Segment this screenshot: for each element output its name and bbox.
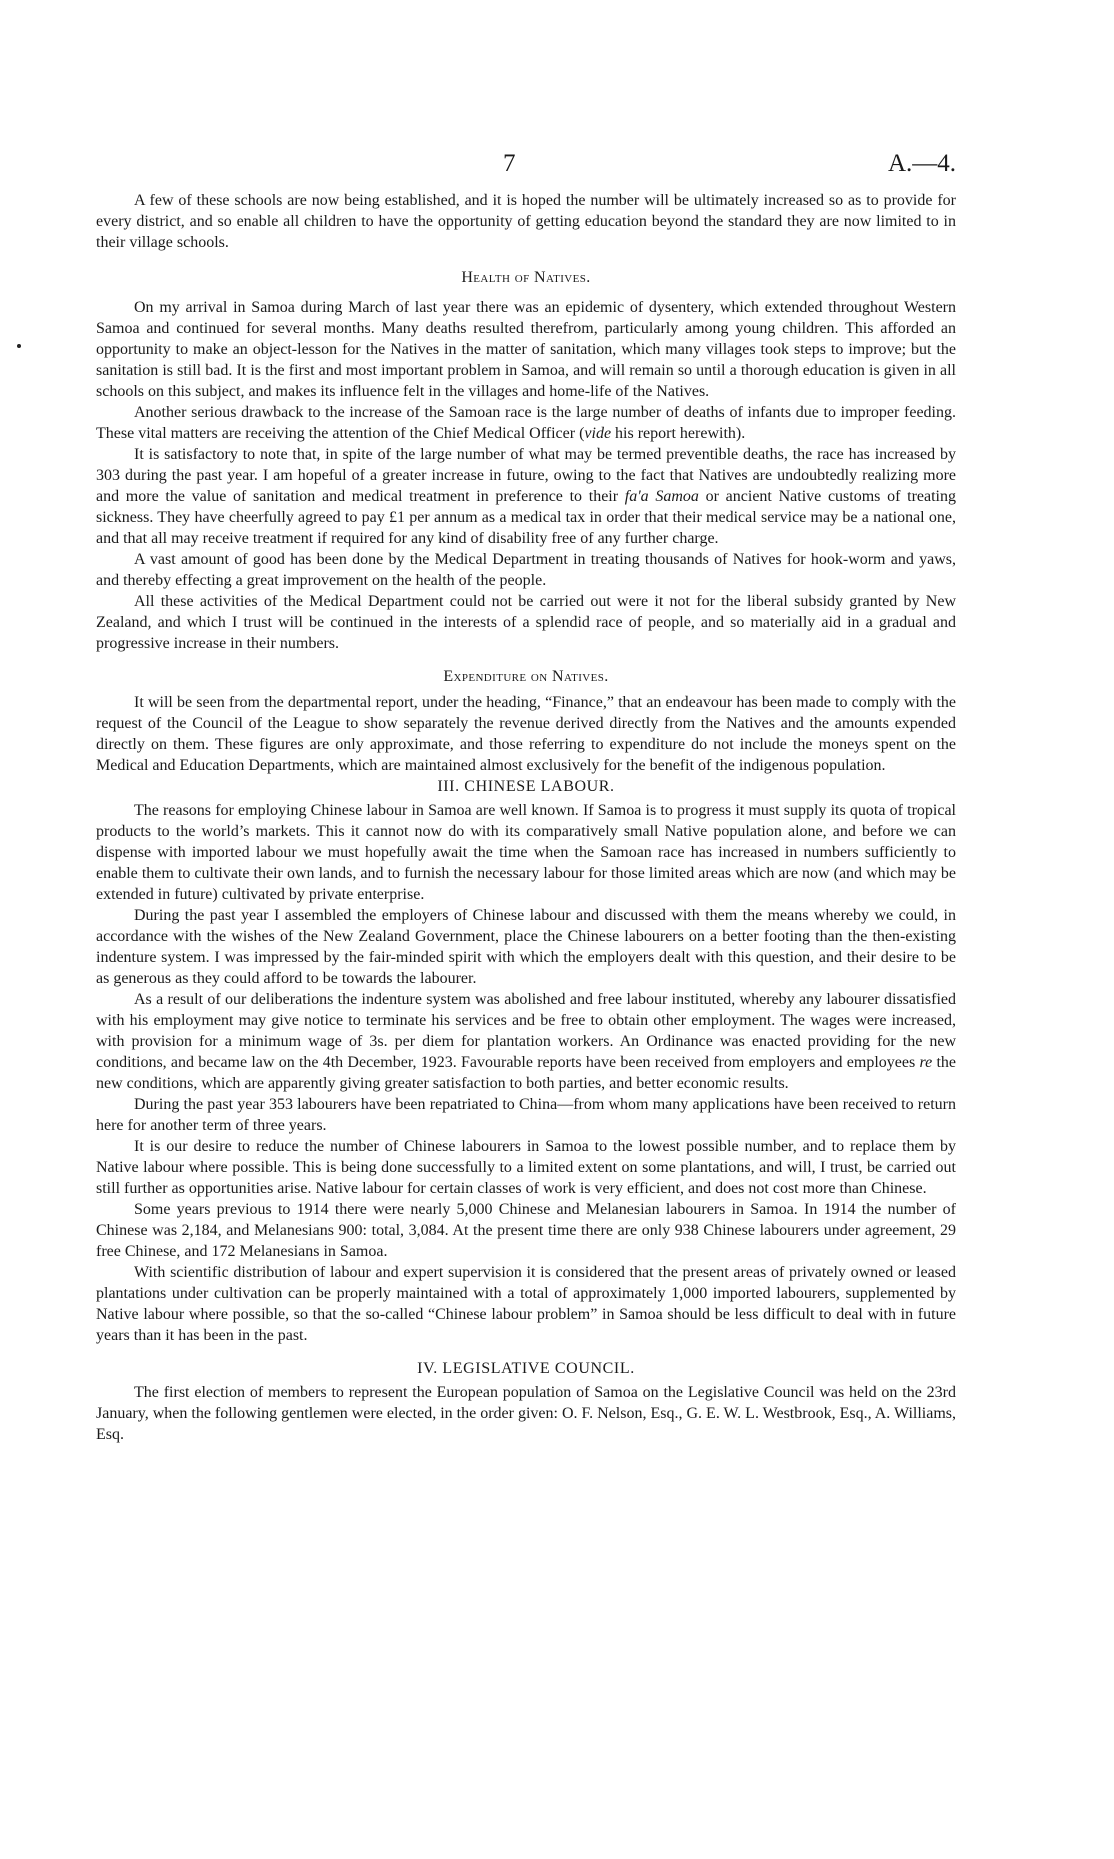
legislative-council-heading: IV. LEGISLATIVE COUNCIL. xyxy=(417,1360,635,1377)
health-paragraph-5: All these activities of the Medical Department could not be carried out were it not for the liberal subsidy granted by New Zealand, and which I trust will be continued in the interests of a splendid race of people, and so materially aid in a gradual and progressive increase in their numbers. xyxy=(96,593,956,652)
health-paragraph-1: On my arrival in Samoa during March of last year there was an epidemic of dysentery, which extended throughout Western Samoa and continued for several months. Many deaths resulted therefrom, particularly among young children. This afforded an opportunity to make an object-lesson for the Natives in the matter of sanitation, which many villages took steps to improve; but the sanitation is still bad. It is the first and most important problem in Samoa, and will remain so until a thorough education is given in all schools on this subject, and makes its influence felt in the villages and home-life of the Natives. xyxy=(96,299,956,400)
intro-section xyxy=(96,190,956,253)
chinese-labour-paragraph-2: During the past year I assembled the employers of Chinese labour and discussed with them the means whereby we could, in accordance with the wishes of the New Zealand Government, place the Chinese labourers on a better footing than the then-existing indenture system. I was impressed by the fair-minded spirit with which the employers dealt with this question, and their desire to be as generous as they could afford to be towards the labourer. xyxy=(96,907,956,987)
health-p3-text-a: It is satisfactory to note that, in spite of the large number of what may be termed preventible deaths, the race has increased by 303 during the past year. I am hopeful of a greater increase in future, owing to the fact that Natives are undoubtedly realizing more and more the value of sanitation and medical treatment in preference to their xyxy=(96,446,956,505)
chinese-p3-re: re xyxy=(919,1054,933,1071)
chinese-labour-paragraph-7: With scientific distribution of labour and expert supervision it is considered that the present areas of privately owned or leased plantations under cultivation can be properly maintained with a total of approximately 1,000 imported labourers, supplemented by Native labour where possible, so that the so-called “Chinese labour problem” in Samoa should be less difficult to deal with in future years than it has been in the past. xyxy=(96,1264,956,1344)
page-number: 7 xyxy=(503,150,516,177)
health-p3-text-b: or ancient Native customs of treating sickness. They have cheerfully agreed to pay £1 per annum as a medical tax in order that their medical service may be a national one, and that all may receive treatment if required for any kind of disability free of any further charge. xyxy=(96,488,957,547)
margin-mark xyxy=(17,344,21,348)
chinese-labour-paragraph-5: It is our desire to reduce the number of Chinese labourers in Samoa to the lowest possible number, and to replace them by Native labour where possible. This is being done successfully to a limited extent on some plantations, and will, I trust, be carried out still further as opportunities arise. Native labour for certain classes of work is very efficient, and does not cost more than Chinese. xyxy=(96,1138,956,1197)
intro-paragraph: A few of these schools are now being established, and it is hoped the number will be ultimately increased so as to provide for every district, and so enable all children to have the opportunity of getting education beyond the standard they are now limited to in their village schools. xyxy=(96,192,956,251)
expenditure-section xyxy=(96,668,956,776)
health-p2-text-a: Another serious drawback to the increase of the Samoan race is the large number of deaths of infants due to improper feeding. These vital matters are receiving the attention of the Chief Medical Officer ( xyxy=(96,404,956,442)
chinese-labour-paragraph-4: During the past year 353 labourers have been repatriated to China—from whom many applications have been received to return here for another term of three years. xyxy=(96,1096,956,1134)
chinese-labour-paragraph-3 xyxy=(96,989,956,1094)
chinese-labour-section xyxy=(96,778,956,1346)
document-reference: A.—4. xyxy=(887,150,956,177)
legislative-council-section xyxy=(96,1360,956,1445)
health-section xyxy=(96,269,956,654)
chinese-labour-paragraph-6: Some years previous to 1914 there were nearly 5,000 Chinese and Melanesian labourers in Samoa. In 1914 the number of Chinese was 2,184, and Melanesians 900: total, 3,084. At the present time there are only 938 Chinese labourers under agreement, 29 free Chinese, and 172 Melanesians in Samoa. xyxy=(96,1201,956,1260)
health-heading: Health of Natives. xyxy=(461,269,591,286)
chinese-p3-text-a: As a result of our deliberations the indenture system was abolished and free labour instituted, whereby any labourer dissatisfied with his employment may give notice to terminate his services and be free to obtain other employment. The wages were increased, with provision for a minimum wage of 3s. per diem for plantation workers. An Ordinance was enacted providing for the new conditions, and became law on the 4th December, 1923. Favourable reports have been received from employers and employees xyxy=(96,991,956,1071)
chinese-p3-text-b: the new conditions, which are apparently giving greater satisfaction to both parties, and better economic results. xyxy=(96,1054,956,1092)
health-p3-term: fa'a Samoa xyxy=(624,488,699,505)
chinese-labour-paragraph-1: The reasons for employing Chinese labour in Samoa are well known. If Samoa is to progress it must supply its quota of tropical products to the world’s markets. This it cannot now do with its comparatively small Native population alone, and before we can dispense with imported labour we must hopefully await the time when the Samoan race has increased in numbers sufficiently to enable them to cultivate their own lands, and to furnish the necessary labour for those limited areas which are now (and which may be extended in future) cultivated by private enterprise. xyxy=(96,802,956,903)
health-paragraph-4: A vast amount of good has been done by the Medical Department in treating thousands of Natives for hook-worm and yaws, and thereby effecting a great improvement on the health of the people. xyxy=(96,551,956,589)
expenditure-heading: Expenditure on Natives. xyxy=(443,668,609,685)
health-p2-vide: vide xyxy=(584,425,612,442)
document-page xyxy=(96,150,956,1445)
expenditure-paragraph-1: It will be seen from the departmental report, under the heading, “Finance,” that an endeavour has been made to comply with the request of the Council of the League to show separately the revenue derived directly from the Natives and the amounts expended directly on them. These figures are only approximate, and those referring to expenditure do not include the moneys spent on the Medical and Education Departments, which are maintained almost exclusively for the benefit of the indigenous population. xyxy=(96,694,956,774)
health-paragraph-3 xyxy=(96,444,956,549)
health-paragraph-2 xyxy=(96,402,956,444)
running-head xyxy=(96,150,956,190)
health-p2-text-b: his report herewith). xyxy=(611,425,746,442)
chinese-labour-heading: III. CHINESE LABOUR. xyxy=(437,778,615,795)
legislative-council-paragraph-1: The first election of members to represent the European population of Samoa on the Legislative Council was held on the 23rd January, when the following gentlemen were elected, in the order given: O. F. Nelson, Esq., G. E. W. L. Westbrook, Esq., A. Williams, Esq. xyxy=(96,1384,956,1443)
